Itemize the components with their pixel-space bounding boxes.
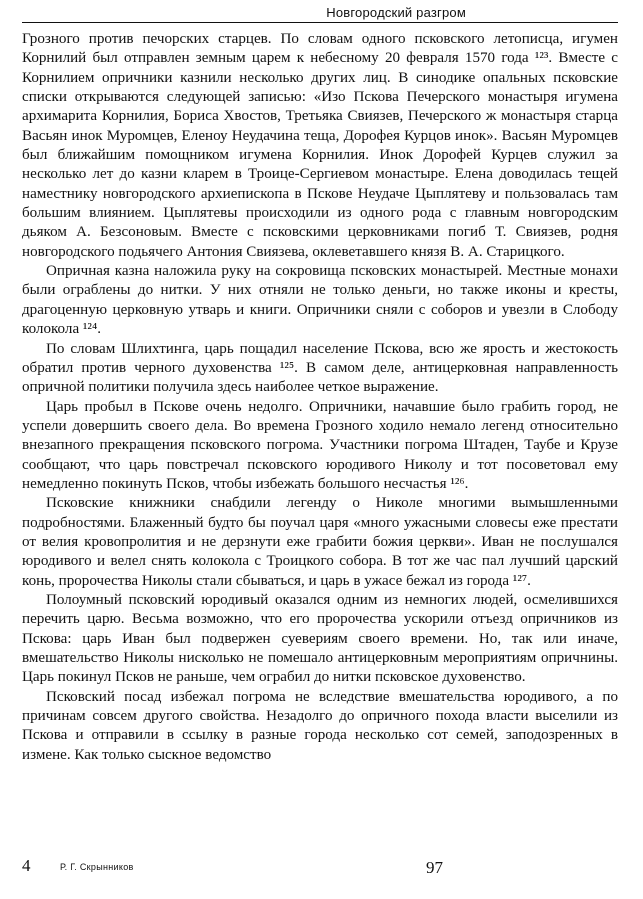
paragraph: Опричная казна наложила руку на сокровища псковских монастырей. Местные монахи были ограблены до нитки. У них отняли не только деньги, но также иконы и кресты, драгоценную церковную утварь и книги. Опричники сняли с соборов и увезли в Слободу колокола ¹²⁴. <box>22 263 618 338</box>
paragraph: По словам Шлихтинга, царь пощадил население Пскова, всю же ярость и жестокость обратил против черного духовенства ¹²⁵. В самом деле, антицерковная направленность опричной политики получила здесь наиболее четкое выражение. <box>22 340 618 396</box>
paragraph: Полоумный псковский юродивый оказался одним из немногих людей, осмелившихся перечить царю. Весьма возможно, что его пророчества ускорили отъезд опричников из Пскова: царь Иван был подвержен суевериям своего времени. Но, так или иначе, вмешательство Николы нисколько не помешало антицерковным мероприятиям опричнины. Царь покинул Псков не раньше, чем ограбил до нитки псковское духовенство. <box>22 591 618 686</box>
page-footer <box>22 856 618 878</box>
page-number: 97 <box>426 858 443 877</box>
signature-mark: 4 <box>22 856 31 875</box>
footer-author: Р. Г. Скрынников <box>60 862 134 872</box>
running-head-title: Новгородский разгром <box>326 5 466 20</box>
paragraph: Царь пробыл в Пскове очень недолго. Опричники, начавшие было грабить город, не успели довершить своего дела. Во времена Грозного ходило немало легенд относительно внезапного прекращения псковского погрома. Участники погрома Штаден, Таубе и Крузе сообщают, что царь повстречал псковского юродивого Николу и тот посоветовал ему немедленно покинуть Псков, чтобы избежать большого несчастья ¹²⁶. <box>22 398 618 492</box>
paragraph: Псковский посад избежал погрома не вследствие вмешательства юродивого, а по причинам совсем другого свойства. Незадолго до опричного похода власти выселили из Пскова и отправили в ссылку в разные города несколько сот семей, заподозренных в измене. Как только сыскное ведомство <box>22 688 618 763</box>
paragraph: Псковские книжники снабдили легенду о Николе многими вымышленными подробностями. Блаженный будто бы поучал царя «много ужасными словесы еже престати от велия кровопролития и не дерзнути еже грабити божия церкви». Иван не послушался юродивого и велел снять колокола с Троицкого собора. В тот же час пал лучший царский конь, пророчества Николы стали сбываться, и царь в ужасе бежал из города ¹²⁷. <box>22 495 618 589</box>
running-head <box>22 5 618 23</box>
paragraph: Грозного против печорских старцев. По словам одного псковского летописца, игумен Корнилий был отправлен земным царем к небесному 20 февраля 1570 года ¹²³. Вместе с Корнилием опричники казнили несколько других лиц. В синодике опальных псковские списки открываются следующей записью: «Изо Пскова Печерского монастыря игумена архимарита Корнилия, Бориса Хвостов, Третьяка Свиязев, Печерского ж монастыря старца Васьян инок Муромцев, Еленоу Неудачина теща, Дорофея Курцов инок». Васьян Муромцев был ближайшим помощником игумена Корнилия. Инок Дорофей Курцев служил за несколько лет до казни кларем в Троице-Сергиевом монастыре. Елена доводилась тещей наместнику новгородского архиепископа в Пскове Неудаче Цыплятеву и пользовалась там большим влиянием. Цыплятевы происходили из одного рода с главным новгородским дьяком А. Безсоновым. Вместе с псковскими церковниками погиб Т. Свиязев, родня новгородского подьячего Антония Свиязева, оклеветавшего князя В. А. Старицкого. <box>22 31 618 260</box>
body-text <box>22 30 618 765</box>
